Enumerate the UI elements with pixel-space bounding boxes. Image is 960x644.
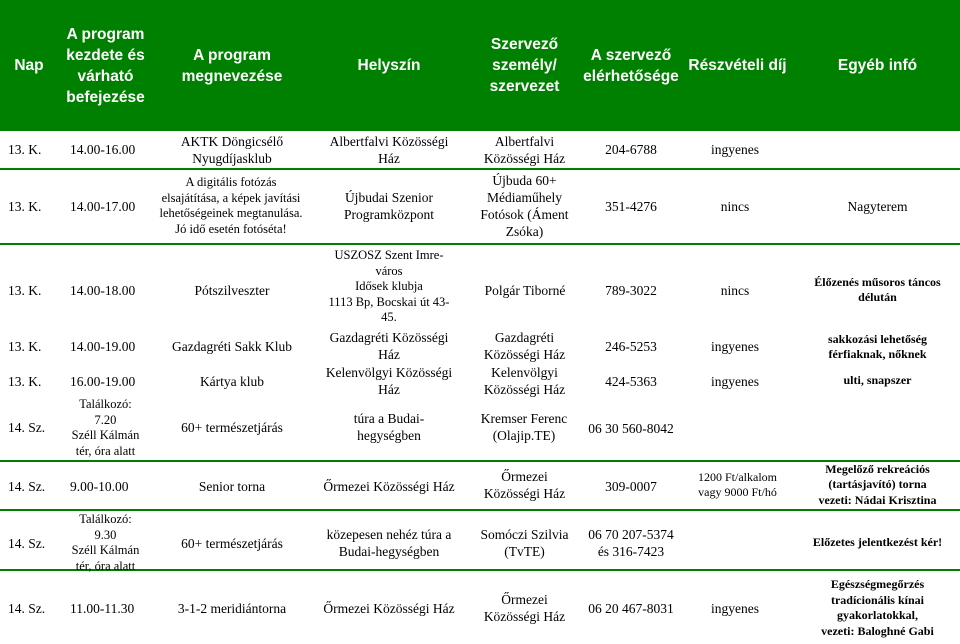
cell-fee: ingyenes <box>711 600 759 616</box>
cell-day: 13. K. <box>8 198 42 214</box>
header-name: A program megnevezése <box>181 46 283 85</box>
cell-organizer: Kremser Ferenc (Olajip.TE) <box>480 411 568 443</box>
cell-day: 14. Sz. <box>8 600 46 616</box>
cell-other: sakkozási lehetőség férfiaknak, nőknek <box>828 331 927 361</box>
cell-time: Találkozó: 9.30 Széll Kálmán tér, óra alatt <box>71 512 140 573</box>
cell-time: 16.00-19.00 <box>70 373 136 389</box>
cell-place: Kelenvölgyi Közösségi Ház <box>325 365 453 397</box>
cell-time: 14.00-19.00 <box>70 338 136 354</box>
cell-time: 14.00-17.00 <box>70 198 136 214</box>
header-other: Egyéb infó <box>837 57 918 74</box>
header-time: A program kezdete és várható befejezése <box>66 25 145 106</box>
cell-contact: 424-5363 <box>605 373 657 389</box>
cell-day: 13. K. <box>8 373 42 389</box>
cell-other: ulti, snapszer <box>843 373 912 388</box>
row-divider <box>0 243 960 245</box>
cell-contact: 351-4276 <box>605 198 657 214</box>
cell-time: 11.00-11.30 <box>70 600 135 616</box>
cell-organizer: Őrmezei Közösségi Ház <box>483 592 566 624</box>
cell-time: 14.00-16.00 <box>70 142 136 157</box>
cell-organizer: Albertfalvi Közösségi Ház <box>483 133 566 166</box>
cell-contact: 204-6788 <box>605 142 657 157</box>
header-place: Helyszín <box>357 57 421 74</box>
cell-contact: 06 70 207-5374 és 316-7423 <box>588 527 674 559</box>
header-contact: A szervező elérhetősége <box>583 46 679 85</box>
table-header <box>0 0 960 131</box>
header-fee: Részvételi díj <box>688 57 787 74</box>
cell-fee: nincs <box>720 282 750 298</box>
cell-place: Őrmezei Közösségi Ház <box>323 478 455 494</box>
cell-name: Gazdagréti Sakk Klub <box>172 338 292 354</box>
cell-other: Egészségmegőrzés tradícionális kínai gyakorlatokkal, vezeti: Baloghné Gabi <box>821 577 934 638</box>
cell-place: USZOSZ Szent Imre- város Idősek klubja 1113 Bp, Bocskai út 43- 45. <box>328 248 450 325</box>
cell-day: 14. Sz. <box>8 478 46 494</box>
cell-day: 13. K. <box>8 282 42 298</box>
cell-name: Senior torna <box>198 478 266 494</box>
cell-other: Megelőző rekreációs (tartásjavító) torna vezeti: Nádai Krisztina <box>818 461 937 507</box>
cell-contact: 246-5253 <box>605 338 657 354</box>
cell-place: Őrmezei Közösségi Ház <box>323 600 455 616</box>
cell-fee: 1200 Ft/alkalom vagy 9000 Ft/hó <box>698 469 777 499</box>
cell-name: Pótszilveszter <box>194 282 270 298</box>
cell-fee: nincs <box>720 198 750 214</box>
cell-place: Albertfalvi Közösségi Ház <box>329 133 449 166</box>
cell-name: 60+ természetjárás <box>181 535 283 551</box>
cell-day: 13. K. <box>8 338 42 354</box>
cell-day: 14. Sz. <box>8 419 46 435</box>
cell-other: Előzetes jelentkezést kér! <box>812 535 943 550</box>
cell-other: Élőzenés műsoros táncos délután <box>814 274 941 304</box>
cell-contact: 309-0007 <box>605 478 657 494</box>
cell-place: túra a Budai- hegységben <box>353 411 425 443</box>
cell-fee: ingyenes <box>711 373 759 389</box>
cell-day: 14. Sz. <box>8 535 46 551</box>
cell-name: 60+ természetjárás <box>181 419 283 435</box>
header-day: Nap <box>14 57 44 74</box>
cell-organizer: Gazdagréti Közösségi Ház <box>483 330 566 362</box>
cell-name: 3-1-2 meridiántorna <box>177 600 287 616</box>
cell-fee: ingyenes <box>711 142 759 157</box>
cell-place: Újbudai Szenior Programközpont <box>344 190 434 222</box>
cell-place: közepesen nehéz túra a Budai-hegységben <box>326 527 452 559</box>
cell-other: Nagyterem <box>847 198 908 214</box>
cell-name: AKTK Döngicsélő Nyugdíjasklub <box>180 133 284 166</box>
cell-organizer: Őrmezei Közösségi Ház <box>483 469 566 501</box>
cell-time: 9.00-10.00 <box>70 478 129 494</box>
cell-place: Gazdagréti Közösségi Ház <box>329 330 449 362</box>
cell-fee: ingyenes <box>711 338 759 354</box>
cell-organizer: Kelenvölgyi Közösségi Ház <box>483 365 566 397</box>
cell-day: 13. K. <box>8 142 42 157</box>
cell-contact: 06 30 560-8042 <box>588 420 674 436</box>
cell-organizer: Újbuda 60+ Médiaműhely Fotósok (Áment Zsóka) <box>480 173 569 239</box>
cell-name: A digitális fotózás elsajátítása, a képek javítási lehetőségeinek megtanulása. Jó idő esetén fotóséta! <box>159 175 303 236</box>
cell-organizer: Somóczi Szilvia (TvTE) <box>480 527 569 559</box>
cell-name: Kártya klub <box>199 373 265 389</box>
cell-contact: 06 20 467-8031 <box>588 600 674 616</box>
cell-time: Találkozó: 7.20 Széll Kálmán tér, óra alatt <box>71 397 140 458</box>
cell-organizer: Polgár Tiborné <box>484 282 566 298</box>
cell-time: 14.00-18.00 <box>70 282 136 298</box>
header-organizer: Szervező személy/ szervezet <box>489 36 560 95</box>
cell-contact: 789-3022 <box>605 282 657 298</box>
